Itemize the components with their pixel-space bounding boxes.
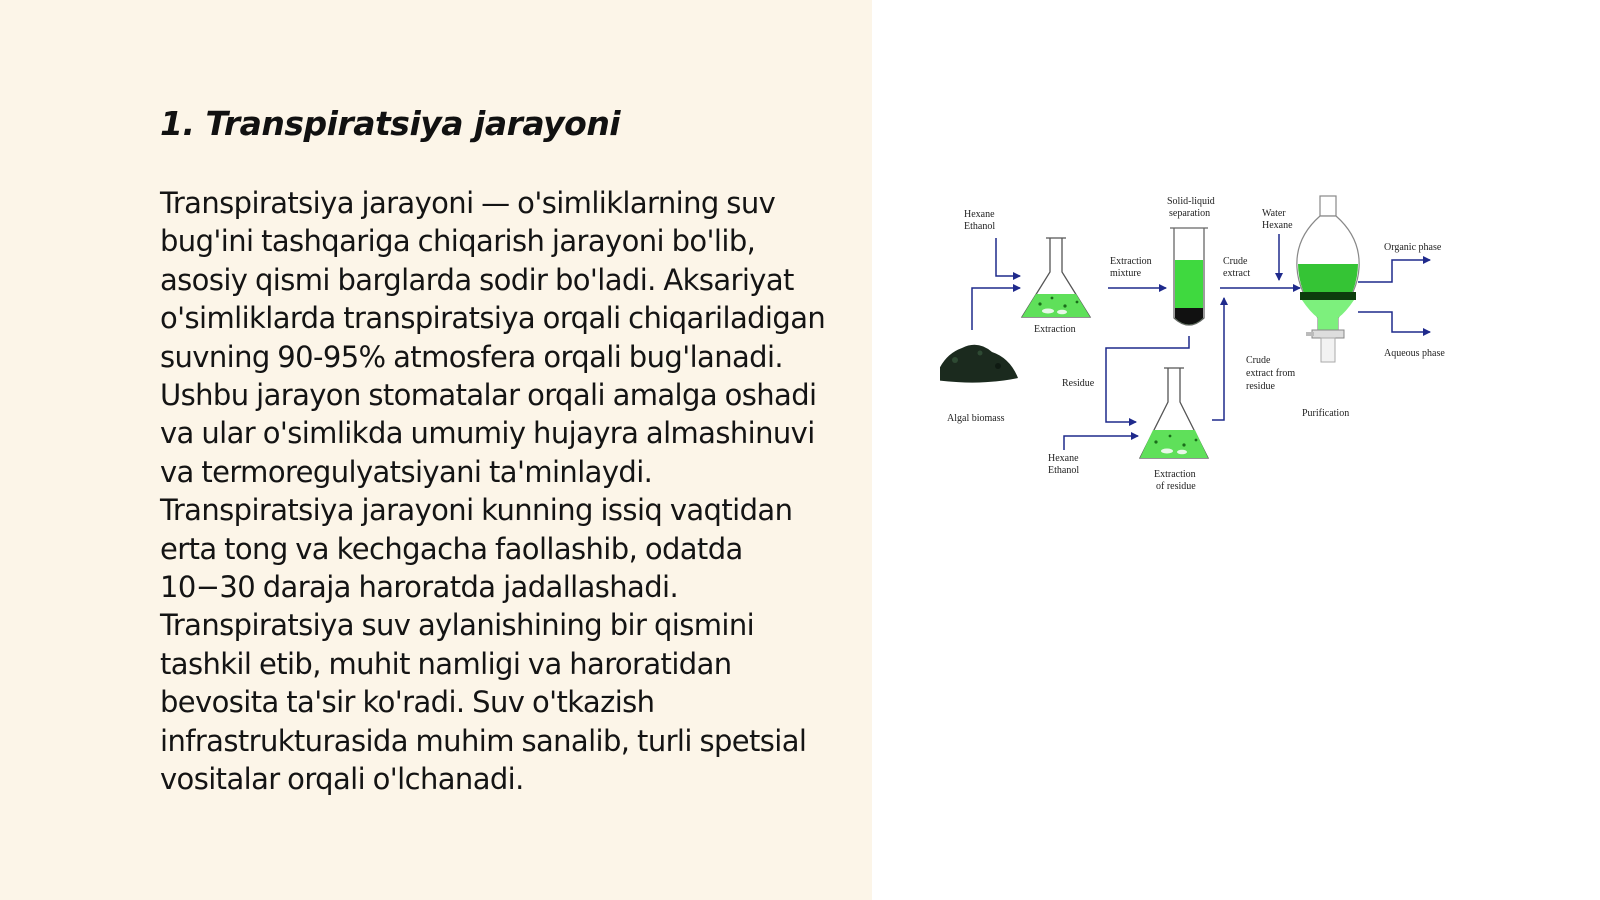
algal-biomass-icon xyxy=(940,345,1018,383)
aqueous-phase-label: Aqueous phase xyxy=(1384,348,1445,359)
arrow-solvent-to-residue-flask xyxy=(1064,436,1138,450)
extraction-of-residue-label-2: of residue xyxy=(1156,481,1196,492)
slide-body-text: Transpiratsiya jarayoni — o'simliklarning suv bug'ini tashqariga chiqarish jarayoni bo'lib, asosiy qismi barglarda sodir bo'ladi. Aksariyat o'simliklarda transpiratsiya orqali chiqariladigan suvning 90-95% atmosfera orqali bug'lanadi. Ushbu jarayon stomatalar orqali amalga oshadi va ular o'simlikda umumiy hujayra almashinuvi va termoregulyatsiyani ta'minlaydi. Transpiratsiya jarayoni kunning issiq vaqtidan erta tong va kechgacha faollashib, odatda 10−30 daraja haroratda jadallashadi. Transpiratsiya suv aylanishining bir qismini tashkil etib, muhit namligi va haroratidan bevosita ta'sir ko'radi. Suv o'tkazish infrastrukturasida muhim sanalib, turli spetsial vositalar orqali o'lchanadi. xyxy=(160,186,826,797)
arrow-biomass-to-flask xyxy=(972,288,1020,330)
extraction-process-diagram xyxy=(940,190,1460,510)
crude-extract-label-2: extract xyxy=(1223,268,1251,279)
extraction-flask-icon xyxy=(1022,238,1090,317)
purification-label: Purification xyxy=(1302,408,1350,419)
arrow-residue-extract-to-funnel xyxy=(1212,298,1224,420)
extraction-mixture-label-2: mixture xyxy=(1110,268,1142,279)
hexane-label-top: Hexane xyxy=(964,209,995,220)
arrow-organic-phase xyxy=(1358,260,1430,282)
crude-extract-residue-label-1: Crude xyxy=(1246,355,1271,366)
hexane-label-bottom: Hexane xyxy=(1048,453,1079,464)
algal-biomass-label: Algal biomass xyxy=(947,413,1005,424)
ethanol-label-bottom: Ethanol xyxy=(1048,465,1080,476)
crude-extract-residue-label-2: extract from xyxy=(1246,368,1296,379)
slide-title: 1. Transpiratsiya jarayoni xyxy=(160,104,621,143)
crude-extract-residue-label-3: residue xyxy=(1246,381,1275,392)
residue-label: Residue xyxy=(1062,378,1095,389)
extraction-mixture-label-1: Extraction xyxy=(1110,256,1152,267)
arrow-solvent-to-flask xyxy=(996,238,1020,276)
arrow-aqueous-phase xyxy=(1358,312,1430,332)
separatory-funnel-icon xyxy=(1297,196,1359,362)
test-tube-icon xyxy=(1170,228,1208,325)
solid-liquid-label-1: Solid-liquid xyxy=(1167,196,1215,207)
extraction-label: Extraction xyxy=(1034,324,1076,335)
hexane-label-funnel: Hexane xyxy=(1262,220,1293,231)
organic-phase-label: Organic phase xyxy=(1384,242,1442,253)
solid-liquid-label-2: separation xyxy=(1169,208,1211,219)
water-label: Water xyxy=(1262,208,1286,219)
extraction-of-residue-flask-icon xyxy=(1140,368,1208,458)
crude-extract-label-1: Crude xyxy=(1223,256,1248,267)
extraction-of-residue-label-1: Extraction xyxy=(1154,469,1196,480)
ethanol-label-top: Ethanol xyxy=(964,221,996,232)
